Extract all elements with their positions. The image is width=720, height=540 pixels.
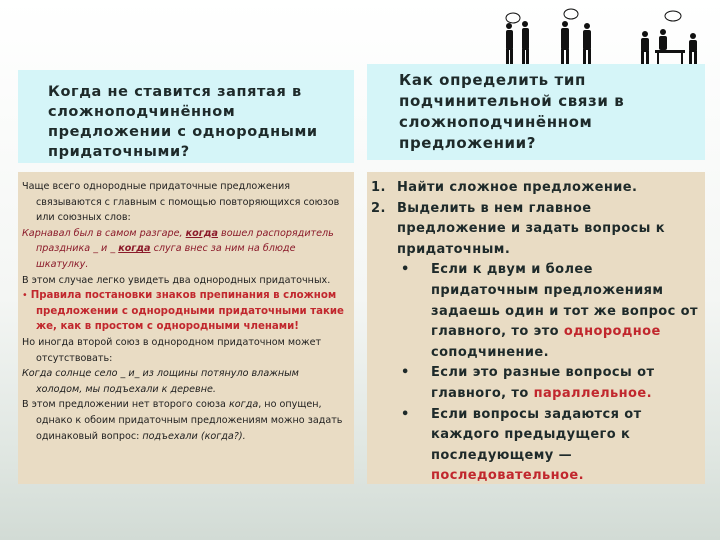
person-at-desk-icon: [641, 11, 697, 66]
explanation-paragraph: В этом случае легко увидеть два однородных придаточных.: [22, 274, 331, 286]
left-header-title: Когда не ставится запятая в сложноподчинённом предложении с однородными придаточными?: [48, 84, 318, 160]
example-sentence-2: Когда солнце село _ и_ из лощины потянуло влажным холодом, мы подъехали к деревне.: [22, 368, 299, 395]
bullet-parallel: • Если это разные вопросы от главного, то параллельное.: [401, 363, 701, 404]
bullet-icon: •: [401, 365, 410, 381]
right-content-box: [367, 172, 705, 484]
bullet-icon: •: [401, 406, 410, 422]
left-content-box: [18, 172, 354, 484]
note-paragraph: Но иногда второй союз в однородном придаточном может отсутствовать:: [22, 336, 322, 364]
left-header-box: [18, 70, 354, 163]
right-header-box: [367, 64, 705, 160]
bullet-icon: •: [22, 290, 28, 302]
bullet-sequential: • Если вопросы задаются от каждого предыдущего к последующему — последовательное.: [401, 405, 701, 487]
right-header-title: Как определить тип подчинительной связи в сложноподчинённом предложении?: [399, 71, 625, 152]
step-2: 2. Выделить в нем главное предложение и задать вопросы к придаточным.: [371, 200, 665, 257]
example-sentence-1: Карнавал был в самом разгаре, когда вошел распорядитель праздника _ и _ когда слуга внес за ним на блюде шкатулку.: [22, 227, 334, 270]
bullet-icon: •: [401, 262, 410, 278]
conjunction-keyword: когда: [118, 243, 151, 255]
people-meeting-icon: [561, 9, 591, 66]
conclusion-paragraph: В этом предложении нет второго союза когда, но опущен, однако к обоим придаточным предложениям можно задать одинаковый вопрос: подъехали (когда?).: [22, 399, 343, 442]
people-talking-icon: [506, 13, 529, 65]
people-illustration-icon: [495, 4, 705, 70]
step-1: 1. Найти сложное предложение.: [371, 180, 638, 195]
intro-paragraph: Чаще всего однородные придаточные предложения связываются с главным с помощью повторяющихся союзов или союзных слов:: [22, 181, 340, 224]
bullet-homogeneous: • Если к двум и более придаточным предложениям задаешь один и тот же вопрос от главного, то это однородное соподчинение.: [401, 260, 701, 363]
rule-paragraph: • Правила постановки знаков препинания в сложном предложении с однородными придаточными такие же, как в простом с однородными членами!: [22, 290, 344, 333]
conjunction-keyword: когда: [185, 227, 218, 239]
